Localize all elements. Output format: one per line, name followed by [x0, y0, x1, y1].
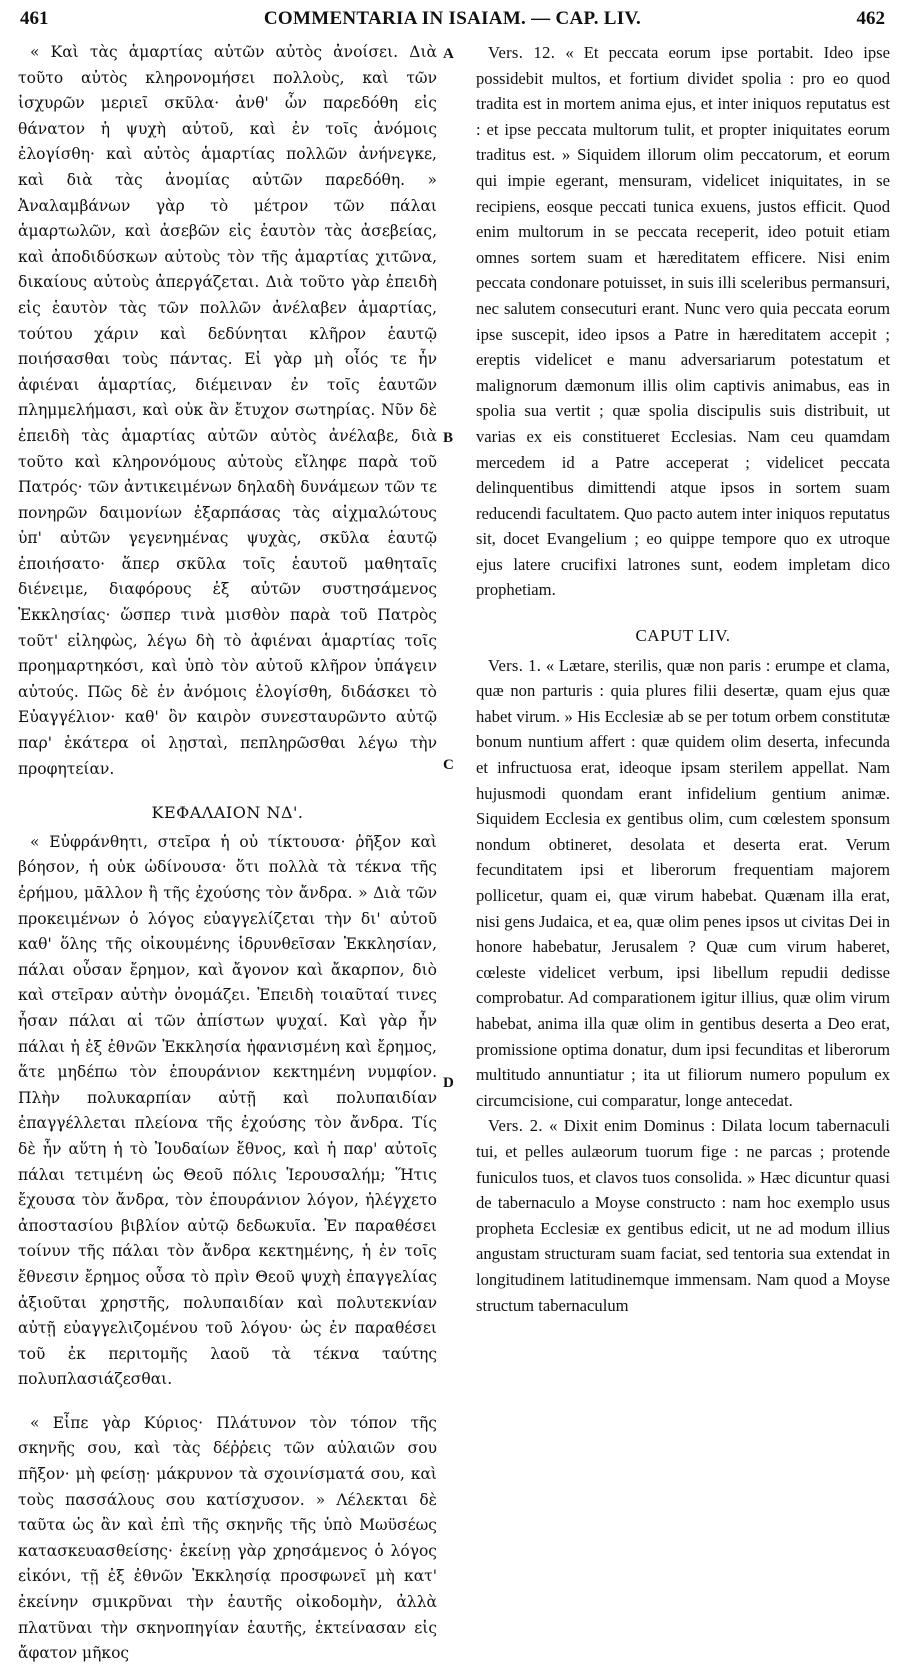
verse-label: Vers. 2. — [488, 1116, 543, 1136]
running-title: COMMENTARIA IN ISAIAM. — CAP. LIV. — [263, 8, 642, 29]
latin-paragraph-2 — [476, 653, 890, 1114]
latin-paragraph-1-text: « Et peccata eorum ipse portabit. Ideo ipse possidebit multos, et fortium dividet spolia : pro eo quod tradita est in mortem anima ejus, et inter iniquos reputatus est : et ipse peccata multorum tulit, et propter iniquitates eorum traditus est. » Siquidem illorum olim peccatorum, et eorum qui impie egerant, mensuram, videlicet iniquitates, in se recipiens, eosque peccati tunica exuens, justos efficit. Quod enim multorum in se peccata receperit, ideo potuit etiam omnes sortem suam et hæreditatem efficere. Nisi enim peccata condonare potuisset, in suis illi sceleribus permansuri, nec salutem consecuturi erant. Nunc vero quia peccata eorum ipse suscepit, ideo ipsos a Patre in hæreditatem accepit ; ereptis videlicet e manu adversariarum potestatum et malignorum dæmonum illis olim captivis animabus, eas in spolia sua vertit ; quæ spolia discipulis suis distribuit, ut varias ex eis constitueret Ecclesias. Nam ceu quamdam mercedem id a Patre acceperat ; videlicet peccata delinquentibus dimittendi atque ipsos in sortem suam reducendi facultatem. Quo pacto autem inter iniquos reputatus sit, docet Evangelium ; eo quippe tempore quo ex utroque ejus latere crucifixi latrones sunt, eodem impletam dico prophetiam. — [476, 43, 890, 600]
verse-label: Vers. 12. — [488, 43, 556, 62]
margin-letter-b: B — [443, 430, 454, 446]
page-number-left: 461 — [20, 8, 49, 29]
latin-paragraph-3 — [476, 1113, 890, 1318]
greek-paragraph-1: « Καὶ τὰς ἁμαρτίας αὐτῶν αὐτὸς ἀνοίσει. Διὰ τοῦτο αὐτὸς κληρονομήσει πολλοὺς, καὶ τῶν ἰσχυρῶν μεριεῖ σκῦλα· ἀνθ' ὧν παρεδόθη εἰς θάνατον ἡ ψυχὴ αὐτοῦ, καὶ ἐν τοῖς ἀνόμοις ἐλογίσθη· καὶ αὐτὸς ἁμαρτίας πολλῶν ἀνήνεγκε, καὶ διὰ τὰς ἀνομίας αὐτῶν παρεδόθη. » Ἀναλαμβάνων γὰρ τὸ μέτρον τῶν πάλαι ἁμαρτωλῶν, καὶ ἀσεβῶν εἰς ἑαυτὸν τὰς ἀσεβείας, καὶ ἀποδιδύσκων αὐτοὺς τὸν τῆς ἁμαρτίας χιτῶνα, δικαίους αὐτοὺς ἀπεργάζεται. Διὰ τοῦτο γὰρ ἐπειδὴ εἰς ἑαυτὸν τὰς τῶν πολλῶν ἀνέλαβεν ἁμαρτίας, τούτου χάριν καὶ δεδύνηται κλῆρον ἑαυτῷ ποιήσασθαι τοὺς πάντας. Εἰ γὰρ μὴ οἷός τε ἦν ἀφιέναι ἁμαρτίας, διέμειναν ἐν τοῖς ἑαυτῶν πλημμελήμασι, καὶ οὐκ ἂν ἔτυχον σωτηρίας. Νῦν δὲ ἐπειδὴ τὰς ἁμαρτίας αὐτῶν αὐτὸς ἀνέλαβε, διὰ τοῦτο καὶ κληρονόμους αὐτοὺς εἴληφε παρὰ τοῦ Πατρός· τῶν ἀντικειμένων δηλαδὴ δυνάμεων τῶν τε πονηρῶν δαιμονίων ἐξαρπάσας τὰς αἰχμαλώτους ὑπ' αὐτῶν γεγενημένας ψυχὰς, σκῦλα ἑαυτῷ ἐποιήσατο· ἅπερ σκῦλα τοῖς ἑαυτοῦ μαθηταῖς διένειμε, διαφόρους ἐξ αὐτῶν συστησάμενος Ἐκκλησίας· ὥσπερ τινὰ μισθὸν παρὰ τοῦ Πατρὸς τοῦτ' εἰληφὼς, λέγω δὴ τὸ ἀφιέναι ἁμαρτίας τοῖς προημαρτηκόσι, καὶ ὑπὸ τὸν αὐτοῦ κλῆρον ὑπάγειν αὐτούς. Πῶς δὲ ἐν ἀνόμοις ἐλογίσθη, διδάσκει τὸ Εὐαγγέλιον· καθ' ὃν καιρὸν συνεσταυρῶντο αὐτῷ παρ' ἑκάτερα οἱ λῃσταὶ, πεπληρῶσθαι λέγω τὴν προφητείαν. — [18, 43, 437, 778]
margin-letter-a: A — [443, 46, 454, 62]
greek-chapter-heading: ΚΕΦΑΛΑΙΟΝ ΝΔ'. — [151, 803, 304, 823]
latin-paragraph-1 — [476, 40, 890, 603]
margin-letter-c: C — [443, 757, 454, 773]
latin-paragraph-2-text: « Lætare, sterilis, quæ non paris : erumpe et clama, quæ non parturis : quia plures filii desertæ, quam ejus quæ habet virum. » His Ecclesiæ ab se per totum orbem constitutæ bonum nuntium affert : quæ quidem olim deserta, infecunda et infructuosa erat, ideoque ipsam sterilem appellat. Nam hujusmodi quondam erant infidelium gentium animæ. Siquidem Ecclesia ex gentibus olim, cum cœlestem sponsum nondum obtineret, desolata et deserta erat. Verum fecunditatem ipsi et liberorum frequentiam majorem pollicetur, quam ei, quæ virum habebat. Quænam illa erat, nisi gens Judaica, et ea, quæ olim penes ipsos ut civitas Dei in honore habebatur, Jerusalem ? Quæ cum virum haberet, cœleste videlicet verbum, ipsi libellum repudii dedisse comprobatur. Ad comparationem igitur illius, quæ olim virum habebat, anima illa quæ olim in gentibus deserta a Deo erat, promissione optima donatur, dum ipsi fecunditas et liberorum multitudo annuntiatur ; ita ut filiorum numero populum ex circumcisione, cui comparatur, longe antecedat. — [476, 655, 890, 1110]
greek-column — [18, 40, 437, 1663]
latin-paragraph-3-text: « Dixit enim Dominus : Dilata locum tabernaculi tui, et pelles aulæorum tuorum fige : ne parcas ; protende funiculos tuos, et clavos tuos consolida. » Hæc dicuntur quasi de tabernaculo a Moyse constructo : nam hoc exemplo usus propheta Ecclesiæ ex gentibus edicit, ut ne ad modum illius angustam structuram suam faciat, sed tentoria sua extendat in longitudinem latitudinemque immensam. Nam quod a Moyse structum tabernaculum — [476, 1116, 890, 1315]
greek-paragraph-3: « Εἶπε γὰρ Κύριος· Πλάτυνον τὸν τόπον τῆς σκηνῆς σου, καὶ τὰς δέῤῥεις τῶν αὐλαιῶν σου πῆξον· μὴ φείσῃ· μάκρυνον τὰ σχοινίσματά σου, καὶ τοὺς πασσάλους σου κατίσχυσον. » Λέλεκται δὲ ταῦτα ὡς ἂν καὶ ἐπὶ τῆς σκηνῆς τῆς ὑπὸ Μωϋσέως κατασκευασθείσης· ἐκείνῃ γὰρ χρησάμενος ὁ λόγος εἰκόνι, τῇ ἐξ ἐθνῶν Ἐκκλησίᾳ προσφωνεῖ μὴ κατ' ἐκείνην σμικρῦναι τὴν ἑαυτῆς οἰκοδομὴν, ἀλλὰ πλατῦναι τὴν σκηνοπηγίαν ἑαυτῆς, ἐκτείνασαν εἰς ἄφατον μῆκος — [18, 1413, 437, 1663]
latin-column — [476, 40, 890, 1582]
verse-label: Vers. 1. — [488, 655, 542, 675]
greek-paragraph-2: « Εὐφράνθητι, στεῖρα ἡ οὐ τίκτουσα· ῥῆξον καὶ βόησον, ἡ οὐκ ὠδίνουσα· ὅτι πολλὰ τὰ τέκνα τῆς ἐρήμου, μᾶλλον ἢ τῆς ἐχούσης τὸν ἄνδρα. » Διὰ τῶν προκειμένων ὁ λόγος εὐαγγελίζεται τὴν δι' αὐτοῦ καθ' ὅλης τῆς οἰκουμένης ἱδρυνθεῖσαν Ἐκκλησίαν, πάλαι οὖσαν ἔρημον, καὶ ἄγονον καὶ ἄκαρπον, διὸ καὶ στεῖραν αὐτὴν ὀνομάζει. Ἐπειδὴ τοιαῦταί τινες ἦσαν πάλαι αἱ τῶν ἀπίστων ψυχαί. Καὶ γὰρ ἦν πάλαι ἡ ἐξ ἐθνῶν Ἐκκλησία ἠφανισμένη καὶ ἔρημος, ἅτε μηδέπω τὸν ἐπουράνιον κεκτημένη νυμφίον. Πλὴν πολυκαρπίαν αὐτῇ καὶ πολυπαιδίαν ἐπαγγέλλεται πλείονα τῆς ἐχούσης τὸν ἄνδρα. Τίς δὲ ἦν αὕτη ἡ τὸ Ἰουδαίων ἔθνος, καὶ ἡ παρ' αὐτοῖς πάλαι τετιμένη ὡς Θεοῦ πόλις Ἱερουσαλήμ; Ἥτις ἔχουσα τὸν ἄνδρα, τὸν ἐπουράνιον λόγον, ἠλέγχετο ἀποστασίου βιβλίον αὐτῷ δεδωκυῖα. Ἐν παραθέσει τοίνυν τῆς πάλαι τὸν ἄνδρα κεκτημένης, ἡ ἐν τοῖς ἔθνεσιν ἔρημος οὖσα τὸ πρὶν Θεοῦ ψυχὴ ἐπαγγελίας ἀξιοῦται χρηστῆς, πολυπαιδίαν καὶ πολυτεκνίαν αὐτῇ εὐαγγελιζομένου τοῦ λόγου· ὡς ἐν παραθέσει τοῦ ἐκ περιτομῆς λαοῦ τὰ τέκνα ταύτης πολυπλασιάζεσθαι. — [18, 832, 437, 1389]
page-header — [14, 8, 891, 34]
latin-chapter-heading: CAPUT LIV. — [635, 626, 731, 646]
page-number-right: 462 — [856, 8, 885, 29]
margin-letter-d: D — [443, 1075, 454, 1091]
